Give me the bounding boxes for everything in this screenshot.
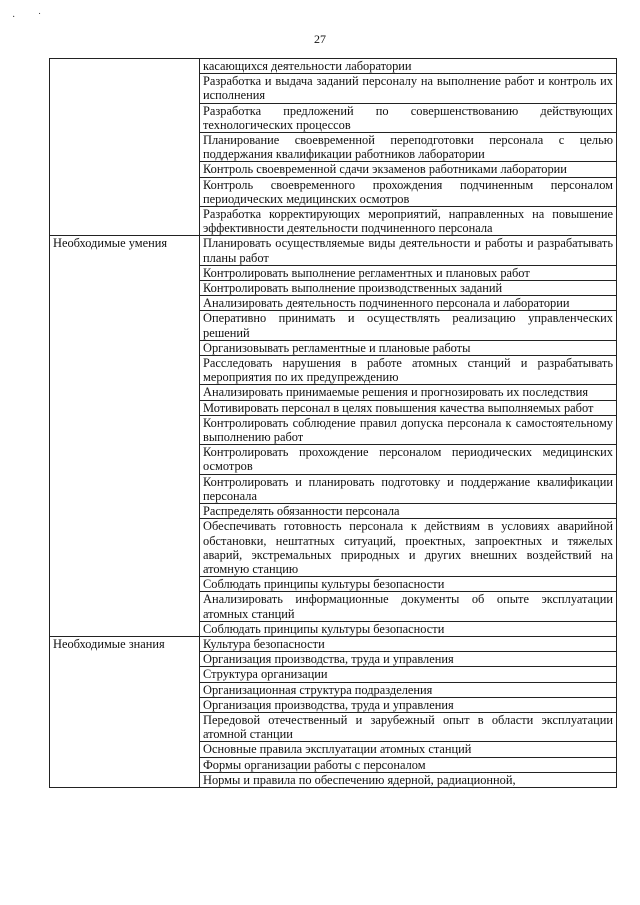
table-cell-item: Контролировать соблюдение правил допуска персонала к самостоятельному выполнению работ [200, 415, 617, 444]
table-cell-item: Разработка предложений по совершенствованию действующих технологических процессов [200, 103, 617, 132]
table-cell-item: Формы организации работы с персоналом [200, 757, 617, 772]
table-cell-item: Контроль своевременного прохождения подчиненным персоналом периодических медицинских осмотров [200, 177, 617, 206]
section-label [50, 59, 200, 236]
table-cell-item: Обеспечивать готовность персонала к действиям в условиях аварийной обстановки, нештатных ситуаций, проектных, запроектных и тяжелых аварий, экстремальных природных и других внешних воздействий на атомную станцию [200, 519, 617, 577]
page-number: 27 [314, 32, 326, 46]
table-cell-item: Контролировать выполнение производственных заданий [200, 281, 617, 296]
table-cell-item: Мотивировать персонал в целях повышения качества выполняемых работ [200, 400, 617, 415]
scan-marks: · ˙ [12, 12, 52, 23]
table-cell-item: Организация производства, труда и управления [200, 697, 617, 712]
table-cell-item: Контролировать и планировать подготовку и поддержание квалификации персонала [200, 474, 617, 503]
table-cell-item: Нормы и правила по обеспечению ядерной, радиационной, [200, 772, 617, 787]
qualification-table [49, 58, 617, 788]
table-cell-item: Контролировать прохождение персоналом периодических медицинских осмотров [200, 445, 617, 474]
table-cell-item: Анализировать деятельность подчиненного персонала и лаборатории [200, 296, 617, 311]
section-label: Необходимые знания [50, 636, 200, 787]
table-cell-item: Структура организации [200, 667, 617, 682]
table-cell-item: Расследовать нарушения в работе атомных станций и разрабатывать мероприятия по их предупреждению [200, 356, 617, 385]
table-cell-item: Контролировать выполнение регламентных и плановых работ [200, 265, 617, 280]
table-cell-item: Планировать осуществляемые виды деятельности и работы и разрабатывать планы работ [200, 236, 617, 265]
table-cell-item: Распределять обязанности персонала [200, 504, 617, 519]
table-cell-item: Организационная структура подразделения [200, 682, 617, 697]
table-cell-item: Анализировать информационные документы об опыте эксплуатации атомных станций [200, 592, 617, 621]
table-cell-item: Разработка корректирующих мероприятий, направленных на повышение эффективности деятельности подчиненного персонала [200, 207, 617, 236]
section-label: Необходимые умения [50, 236, 200, 636]
table-cell-item: Соблюдать принципы культуры безопасности [200, 621, 617, 636]
table-cell-item: Соблюдать принципы культуры безопасности [200, 577, 617, 592]
table-row [50, 236, 617, 265]
table-cell-item: Анализировать принимаемые решения и прогнозировать их последствия [200, 385, 617, 400]
table-cell-item: Планирование своевременной переподготовки персонала с целью поддержания квалификации работников лаборатории [200, 133, 617, 162]
table-row [50, 636, 617, 651]
table-cell-item: Основные правила эксплуатации атомных станций [200, 742, 617, 757]
table-cell-item: Контроль своевременной сдачи экзаменов работниками лаборатории [200, 162, 617, 177]
table-cell-item: Культура безопасности [200, 636, 617, 651]
table-cell-item: Оперативно принимать и осуществлять реализацию управленческих решений [200, 311, 617, 340]
table-cell-item: Организация производства, труда и управления [200, 652, 617, 667]
table-cell-item: касающихся деятельности лаборатории [200, 59, 617, 74]
table-cell-item: Организовывать регламентные и плановые работы [200, 340, 617, 355]
table-row [50, 59, 617, 74]
table-cell-item: Передовой отечественный и зарубежный опыт в области эксплуатации атомной станции [200, 712, 617, 741]
table-cell-item: Разработка и выдача заданий персоналу на выполнение работ и контроль их исполнения [200, 74, 617, 103]
